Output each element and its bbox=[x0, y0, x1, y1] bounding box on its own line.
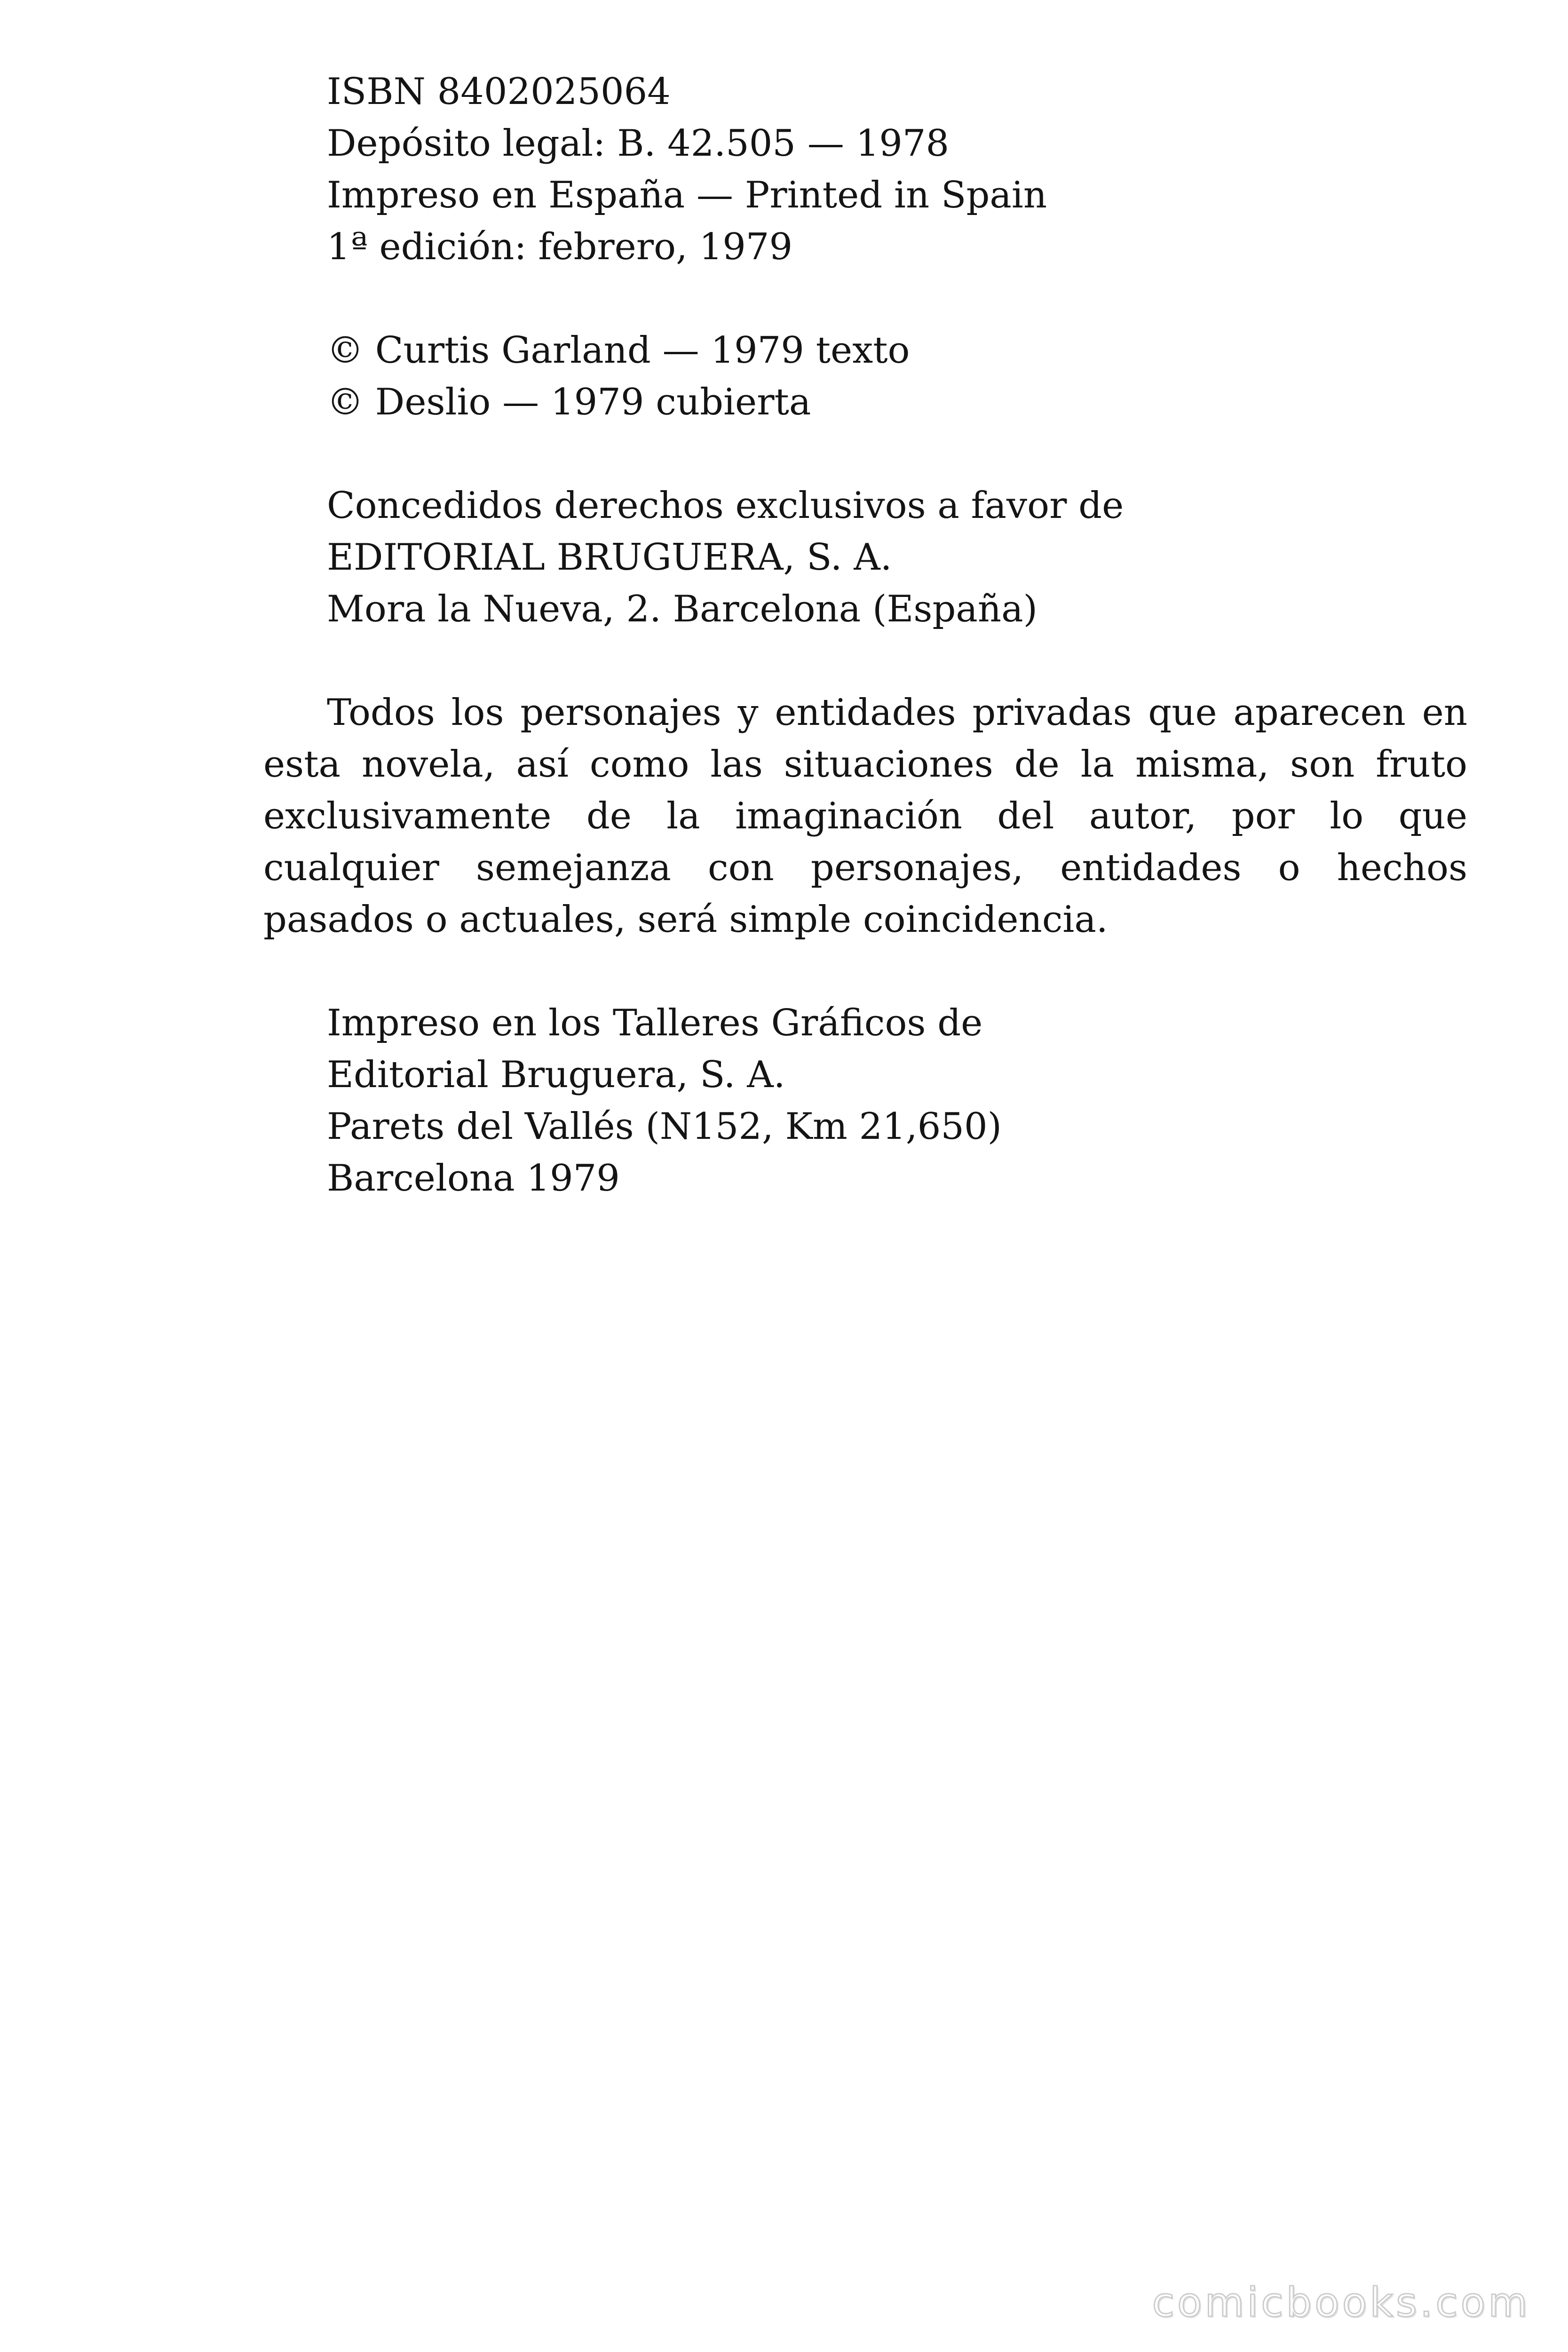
printed-in: Impreso en España — Printed in Spain bbox=[327, 174, 1047, 216]
copyright-text: © Curtis Garland — 1979 texto bbox=[327, 329, 910, 372]
edition-info-block bbox=[327, 66, 1456, 273]
printer-block bbox=[327, 997, 1456, 1204]
edition-date: 1ª edición: febrero, 1979 bbox=[327, 226, 793, 268]
disclaimer-paragraph bbox=[263, 687, 1467, 946]
disclaimer-line: Todos los personajes y entidades privadas que aparecen en bbox=[327, 691, 1467, 734]
rights-line-1: Concedidos derechos exclusivos a favor de bbox=[327, 485, 1124, 527]
printer-city-year: Barcelona 1979 bbox=[327, 1157, 620, 1200]
watermark-text: comicbooks.com bbox=[1152, 2279, 1530, 2326]
printer-company: Editorial Bruguera, S. A. bbox=[327, 1054, 785, 1096]
deposito-legal: Depósito legal: B. 42.505 — 1978 bbox=[327, 122, 950, 165]
copyright-cover: © Deslio — 1979 cubierta bbox=[327, 381, 811, 423]
printer-line-1: Impreso en los Talleres Gráficos de bbox=[327, 1002, 983, 1044]
copyright-block bbox=[327, 325, 1456, 428]
rights-address: Mora la Nueva, 2. Barcelona (España) bbox=[327, 588, 1038, 630]
isbn: ISBN 8402025064 bbox=[327, 71, 671, 113]
printer-address: Parets del Vallés (N152, Km 21,650) bbox=[327, 1105, 1002, 1148]
disclaimer-line: exclusivamente de la imaginación del autor, por lo que bbox=[263, 795, 1467, 837]
rights-publisher: EDITORIAL BRUGUERA, S. A. bbox=[327, 536, 892, 579]
rights-block bbox=[327, 480, 1456, 635]
disclaimer-line: pasados o actuales, será simple coincidencia. bbox=[263, 898, 1108, 941]
disclaimer-line: esta novela, así como las situaciones de la misma, son fruto bbox=[263, 743, 1467, 786]
disclaimer-line: cualquier semejanza con personajes, entidades o hechos bbox=[263, 847, 1467, 889]
